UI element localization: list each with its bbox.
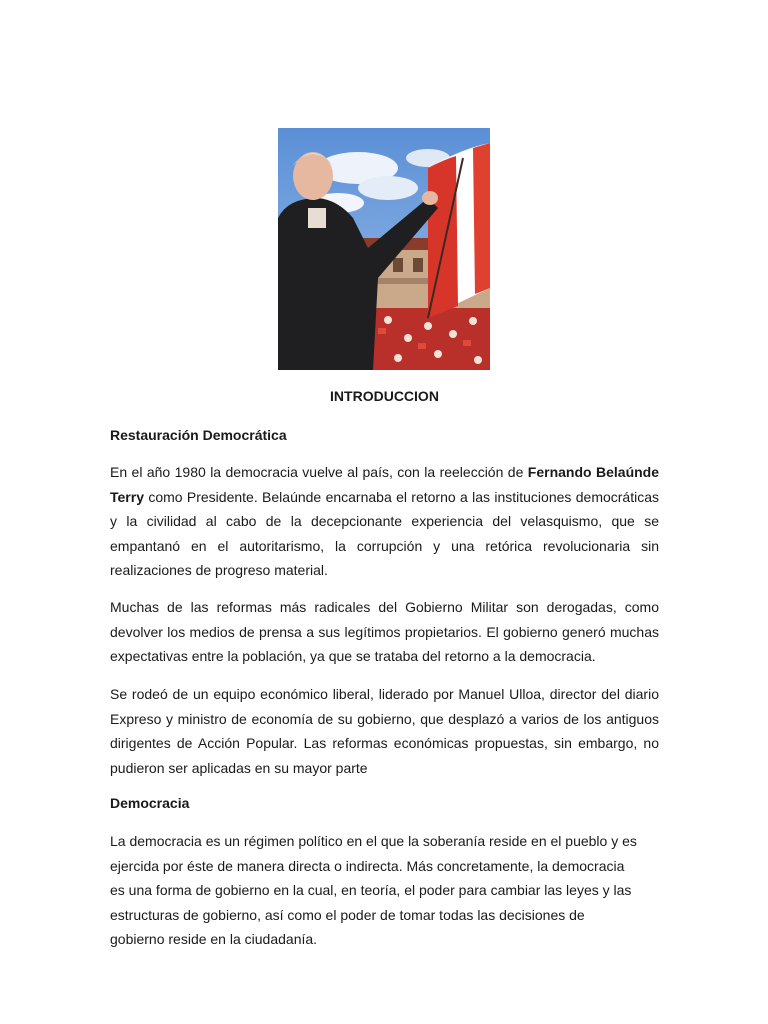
document-title: INTRODUCCION (330, 388, 439, 404)
paragraph-democracia-1: La democracia es un régimen político en el que la soberanía reside en el pueblo y es ejercida por éste de manera directa o indirecta. Más concretamente, la democracia es una forma de gobierno en la cual, en teoría, el poder para cambiar las leyes y las estructuras de gobierno, así como el poder de tomar todas las decisiones de gobierno reside en la ciudadanía. (110, 833, 637, 947)
section-heading-restauracion: Restauración Democrática (110, 427, 287, 443)
paragraph-restauracion-2: Muchas de las reformas más radicales del Gobierno Militar son derogadas, como devolver los medios de prensa a sus legítimos propietarios. El gobierno generó muchas expectativas entre la población, ya que se trataba del retorno a la democracia. (110, 599, 659, 664)
paragraph-text: como Presidente. Belaúnde encarnaba el retorno a las instituciones democráticas y la civilidad al cabo de la decepcionante experiencia del velasquismo, que se empantanó en el autoritarismo, la corrupción y una retórica revolucionaria sin realizaciones de progreso material. (110, 488, 659, 578)
photo-presidente-bandera (278, 128, 490, 370)
section-heading-democracia: Democracia (110, 795, 190, 811)
bold-name: Fernando Belaúnde Terry (110, 464, 660, 505)
paragraph-restauracion-3: Se rodeó de un equipo económico liberal, liderado por Manuel Ulloa, director del diario Expreso y ministro de economía de su gobierno, que desplazó a varios de los antiguos dirigentes de Acción Popular. Las reformas económicas propuestas, sin embargo, no pudieron ser aplicadas en su mayor parte (110, 686, 659, 776)
paragraph-text: En el año 1980 la democracia vuelve al país, con la reelección de (110, 464, 528, 480)
photo-illustration (278, 128, 490, 370)
paragraph-restauracion-1 (110, 460, 659, 583)
